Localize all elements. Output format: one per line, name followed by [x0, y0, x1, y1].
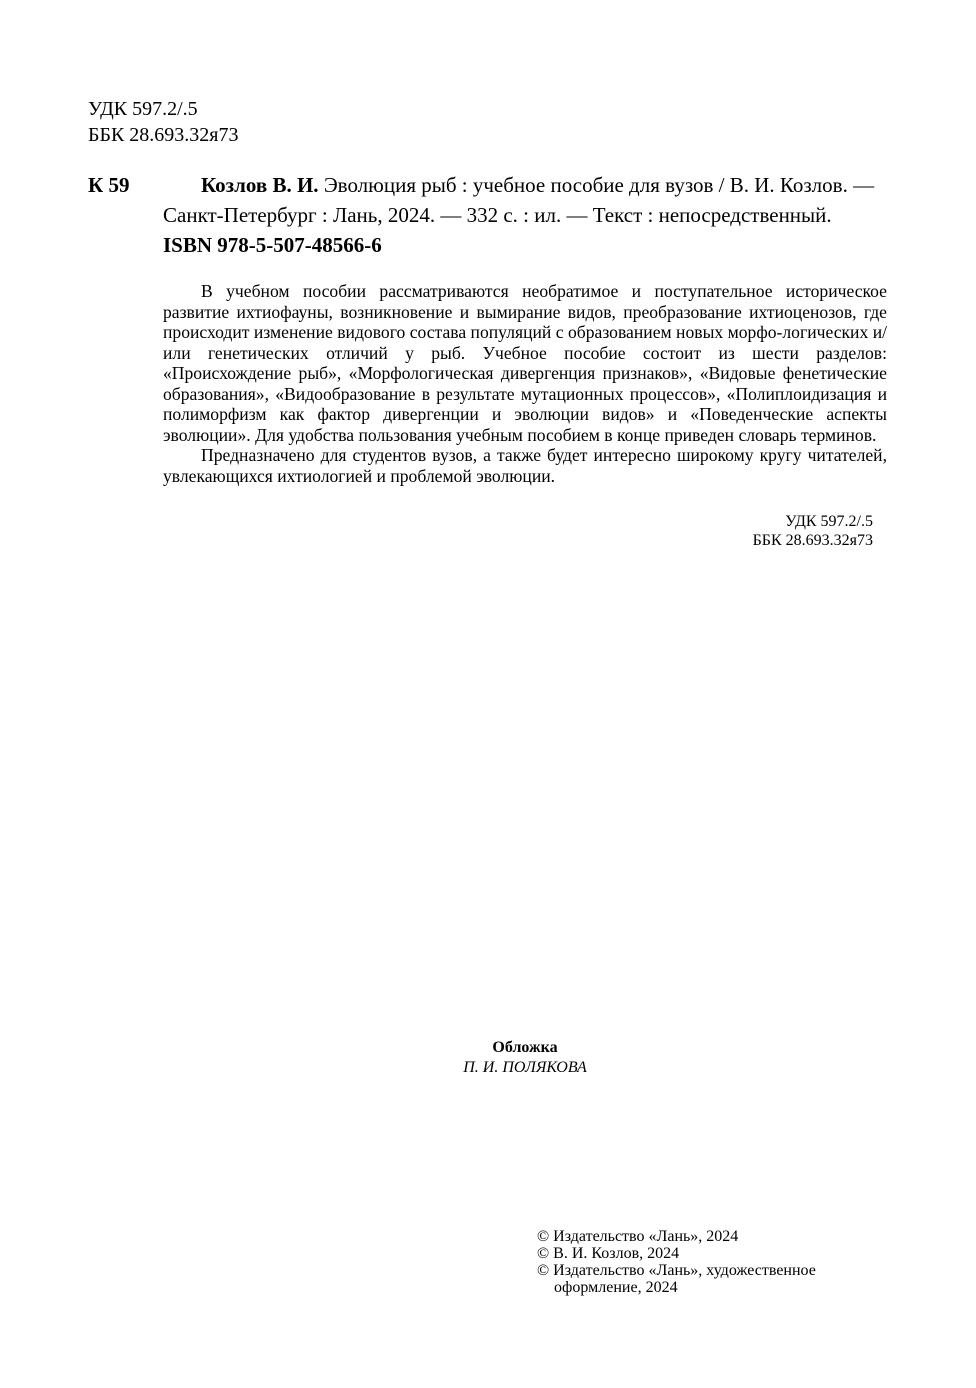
- copyright-line: © Издательство «Лань», художественное: [537, 1262, 816, 1279]
- author-mark: К 59: [88, 173, 130, 197]
- copyright-block: [537, 1228, 816, 1296]
- annotation: [163, 281, 887, 486]
- classification-header: [88, 96, 239, 148]
- record-line-2: Санкт-Петербург : Лань, 2024. — 332 с. : ил. — Текст : непосредственный.: [163, 203, 832, 227]
- udk-code: УДК 597.2/.5: [88, 98, 198, 120]
- annotation-paragraph-1: В учебном пособии рассматриваются необратимое и поступательное историческое развитие ихтиофауны, возникновение и вымирание видов, преобразование ихтиоценозов, где происходит изменение видового состава популяций с образованием новых морфо-логических и/или генетических отличий у рыб. Учебное пособие состоит из шести разделов: «Происхождение рыб», «Морфологическая дивергенция признаков», «Видовые фенетические образования», «Видообразование в результате мутационных процессов», «Полиплоидизация и полиморфизм как фактор дивергенции и эволюции видов» и «Поведенческие аспекты эволюции». Для удобства пользования учебным пособием в конце приведен словарь терминов.: [163, 281, 887, 445]
- cover-heading: Обложка: [492, 1039, 558, 1056]
- copyright-line: © Издательство «Лань», 2024: [537, 1228, 739, 1245]
- annotation-paragraph-2: Предназначено для студентов вузов, а также будет интересно широкому кругу читателей, увлекающихся ихтиологией и проблемой эволюции.: [163, 445, 887, 486]
- isbn: ISBN 978-5-507-48566-6: [163, 233, 382, 257]
- bbk-code: ББК 28.693.32я73: [88, 124, 239, 146]
- record-line-1: [163, 170, 887, 200]
- bibliographic-record: [163, 170, 887, 230]
- cover-designer: П. И. ПОЛЯКОВА: [463, 1059, 587, 1076]
- classification-footer: [740, 512, 873, 550]
- copyright-line-continuation: оформление, 2024: [554, 1279, 678, 1296]
- author-name: Козлов В. И.: [201, 173, 319, 197]
- title-text: Эволюция рыб : учебное пособие для вузов / В. И. Козлов. —: [318, 173, 875, 197]
- bbk-code-footer: ББК 28.693.32я73: [752, 532, 873, 549]
- cover-credit: [425, 1038, 625, 1078]
- udk-code-footer: УДК 597.2/.5: [785, 513, 873, 530]
- copyright-line: © В. И. Козлов, 2024: [537, 1245, 680, 1262]
